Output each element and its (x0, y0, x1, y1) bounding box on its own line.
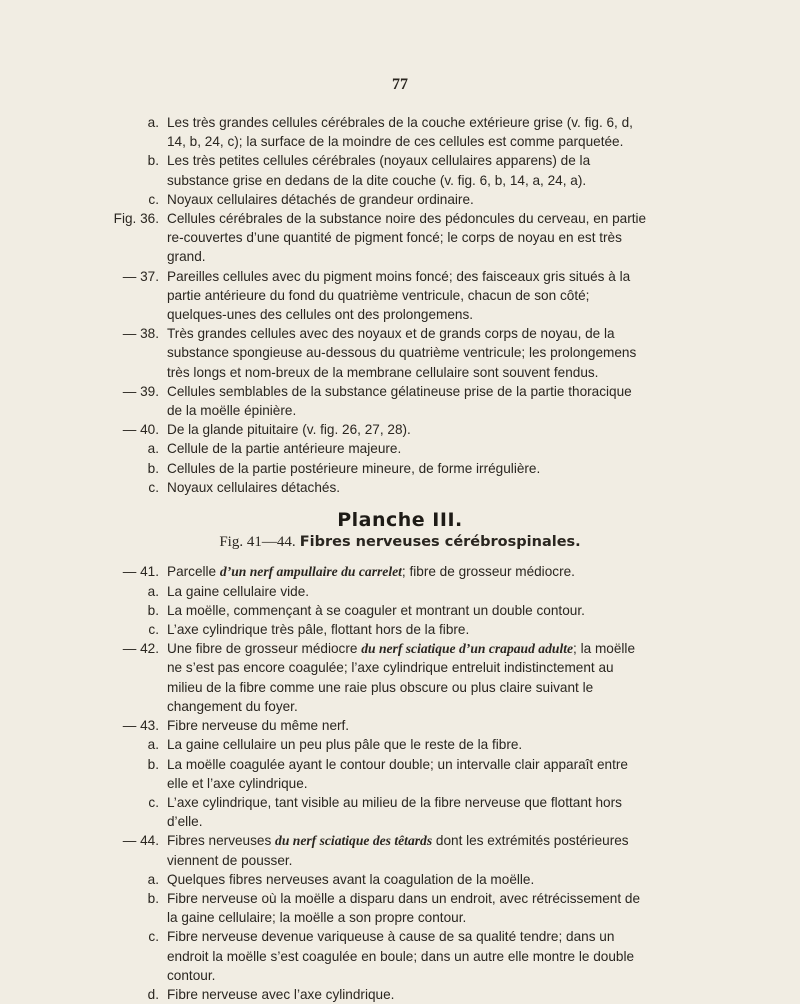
italic-specimen-name: d’un nerf ampullaire du carrelet (219, 564, 402, 580)
text-run: Cellules cérébrales de la substance noire des pédoncules du cerveau, en partie re-couvertes d’une quantité de pigment foncé; le corps de noyau en est très grand. (167, 211, 647, 265)
caption-entry (0, 382, 800, 420)
caption-entry (0, 927, 800, 985)
text-run: L’axe cylindrique très pâle, flottant hors de la fibre. (167, 622, 470, 638)
entry-text (167, 757, 628, 791)
caption-entry (0, 190, 800, 209)
figure-group-title (0, 532, 800, 552)
caption-entry (0, 267, 800, 325)
text-run: Très grandes cellules avec des noyaux et de grands corps de noyau, de la substance spongieuse au-dessous du quatrième ventricule; les prolongemens très longs et nom-breux de la membrane cellulaire sont souvent fendus. (167, 326, 637, 380)
entry-label: a. (147, 115, 159, 130)
caption-entry (0, 889, 800, 927)
entry-label: c. (148, 622, 159, 638)
entry-text (167, 737, 522, 752)
text-run: Fibre nerveuse avec l’axe cylindrique. (167, 986, 395, 1002)
text-run: ; la moëlle ne s’est pas encore coagulée; l’axe cylindrique entreluit indistinctement au milieu de la fibre comme une raie plus obscure ou plus claire suivant le changement du foyer. (167, 641, 636, 714)
text-run: Fibre nerveuse où la moëlle a disparu dans un endroit, avec rétrécissement de la gaine cellulaire; la moëlle a son propre contour. (167, 890, 641, 926)
caption-entry (0, 562, 800, 581)
entry-label: — 41. (122, 564, 159, 580)
text-run: La moëlle coagulée ayant le contour double; un intervalle clair apparaît entre elle et l’axe cylindrique. (167, 756, 628, 791)
text-run: Fibres nerveuses (167, 833, 276, 849)
entry-text (167, 115, 633, 149)
text-run: Quelques fibres nerveuses avant la coagulation de la moëlle. (167, 871, 535, 887)
entry-text (167, 422, 411, 437)
text-run: Fibre nerveuse du même nerf. (167, 718, 350, 734)
entry-text (167, 584, 309, 599)
caption-entry (0, 582, 800, 601)
entry-text (167, 603, 585, 618)
entry-label: c. (148, 479, 159, 495)
caption-entry (0, 735, 800, 754)
entry-label: — 43. (122, 718, 159, 734)
text-run: L’axe cylindrique, tant visible au milieu de la fibre nerveuse que flottant hors d’elle. (167, 794, 622, 830)
caption-entry (0, 716, 800, 735)
entry-text (167, 441, 401, 456)
text-run: Cellules semblables de la substance gélatineuse prise de la partie thoracique de la moëlle épinière. (167, 383, 632, 419)
caption-entry (0, 324, 800, 382)
entry-label: d. (147, 986, 159, 1002)
entry-text (167, 891, 640, 925)
caption-entry (0, 870, 800, 889)
text-run: De la glande pituitaire (v. fig. 26, 27, 28). (167, 422, 411, 438)
entry-text (167, 833, 629, 867)
caption-entry (0, 793, 800, 831)
entry-text (167, 718, 349, 733)
entry-label: — 40. (122, 422, 159, 438)
text-run: La moëlle, commençant à se coaguler et montrant un double contour. (167, 602, 585, 618)
italic-specimen-name: du nerf sciatique des têtards (275, 833, 433, 849)
text-run: dont les extrémités postérieures viennent de pousser. (167, 833, 629, 868)
entry-label: c. (148, 794, 159, 810)
entry-text (167, 564, 575, 579)
entry-label: b. (147, 153, 159, 169)
text-run: Fibre nerveuse devenue variqueuse à cause de sa qualité tendre; dans un endroit la moëlle s’est coagulée en boule; dans un autre elle montre le double contour. (167, 929, 635, 983)
caption-entry (0, 755, 800, 793)
caption-entry (0, 985, 800, 1004)
entry-list-bottom (0, 562, 800, 1004)
text-run: Noyaux cellulaires détachés. (167, 479, 341, 495)
entry-label: — 42. (122, 641, 159, 657)
caption-entry (0, 831, 800, 869)
entry-text (167, 269, 630, 322)
entry-text (167, 641, 635, 714)
caption-entry (0, 209, 800, 267)
entry-label: b. (147, 756, 159, 772)
entry-text (167, 461, 540, 476)
caption-entry (0, 478, 800, 497)
entry-text (167, 929, 634, 982)
entry-text (167, 872, 534, 887)
caption-entry (0, 420, 800, 439)
figure-range: Fig. 41—44. (219, 534, 296, 551)
entry-label: a. (147, 871, 159, 887)
entry-label: c. (148, 929, 159, 945)
entry-label: Fig. 36. (113, 211, 159, 227)
text-run: ; fibre de grosseur médiocre. (401, 564, 575, 580)
entry-label: — 44. (122, 833, 159, 849)
caption-entry (0, 459, 800, 478)
page-number: 77 (392, 76, 408, 93)
italic-specimen-name: du nerf sciatique d’un crapaud adulte (361, 641, 574, 657)
caption-entry (0, 113, 800, 151)
entry-text (167, 384, 632, 418)
text-run: Pareilles cellules avec du pigment moins foncé; des faisceaux gris situés à la partie antérieure du fond du quatrième ventricule, chacun de son côté; quelques-unes des cellules ont des prolongemens. (167, 268, 631, 323)
text-run: Noyaux cellulaires détachés de grandeur ordinaire. (167, 191, 474, 207)
entry-label: b. (147, 460, 159, 476)
plate-title: Planche III. (337, 509, 463, 532)
entry-text (167, 153, 590, 187)
entry-label: a. (147, 737, 159, 753)
caption-entry (0, 601, 800, 620)
text-run: Une fibre de grosseur médiocre (167, 641, 362, 657)
text-run: La gaine cellulaire vide. (167, 583, 310, 599)
entry-label: c. (148, 191, 159, 207)
text-run: La gaine cellulaire un peu plus pâle que le reste de la fibre. (167, 737, 523, 753)
text-run: Les très petites cellules cérébrales (noyaux cellulaires apparens) de la substance grise en dedans de la dite couche (v. fig. 6, b, 14, a, 24, a). (167, 153, 591, 188)
entry-label: a. (147, 583, 159, 599)
entry-text (167, 326, 636, 379)
entry-text (167, 987, 394, 1002)
caption-entry (0, 620, 800, 639)
entry-list-top (0, 113, 800, 497)
text-run: Cellules de la partie postérieure mineure, de forme irrégulière. (167, 460, 541, 476)
caption-entry (0, 151, 800, 189)
entry-label: — 39. (122, 383, 159, 399)
entry-text (167, 622, 469, 637)
text-run: Cellule de la partie antérieure majeure. (167, 441, 402, 457)
entry-label: b. (147, 602, 159, 618)
entry-label: — 38. (122, 326, 159, 342)
entry-label: b. (147, 890, 159, 906)
text-run: Les très grandes cellules cérébrales de la couche extérieure grise (v. fig. 6, d, 14, b, 24, c); la surface de la moindre de ces cellules est comme parquetée. (167, 115, 633, 150)
entry-text (167, 211, 646, 264)
page-body (0, 113, 800, 1004)
entry-label: — 37. (122, 268, 159, 284)
entry-text (167, 480, 340, 495)
caption-entry (0, 639, 800, 716)
caption-entry (0, 439, 800, 458)
entry-text (167, 192, 474, 207)
figure-group-heading: Fibres nerveuses cérébrospinales. (299, 534, 581, 551)
text-run: Parcelle (167, 564, 220, 580)
entry-text (167, 795, 622, 829)
entry-label: a. (147, 441, 159, 457)
